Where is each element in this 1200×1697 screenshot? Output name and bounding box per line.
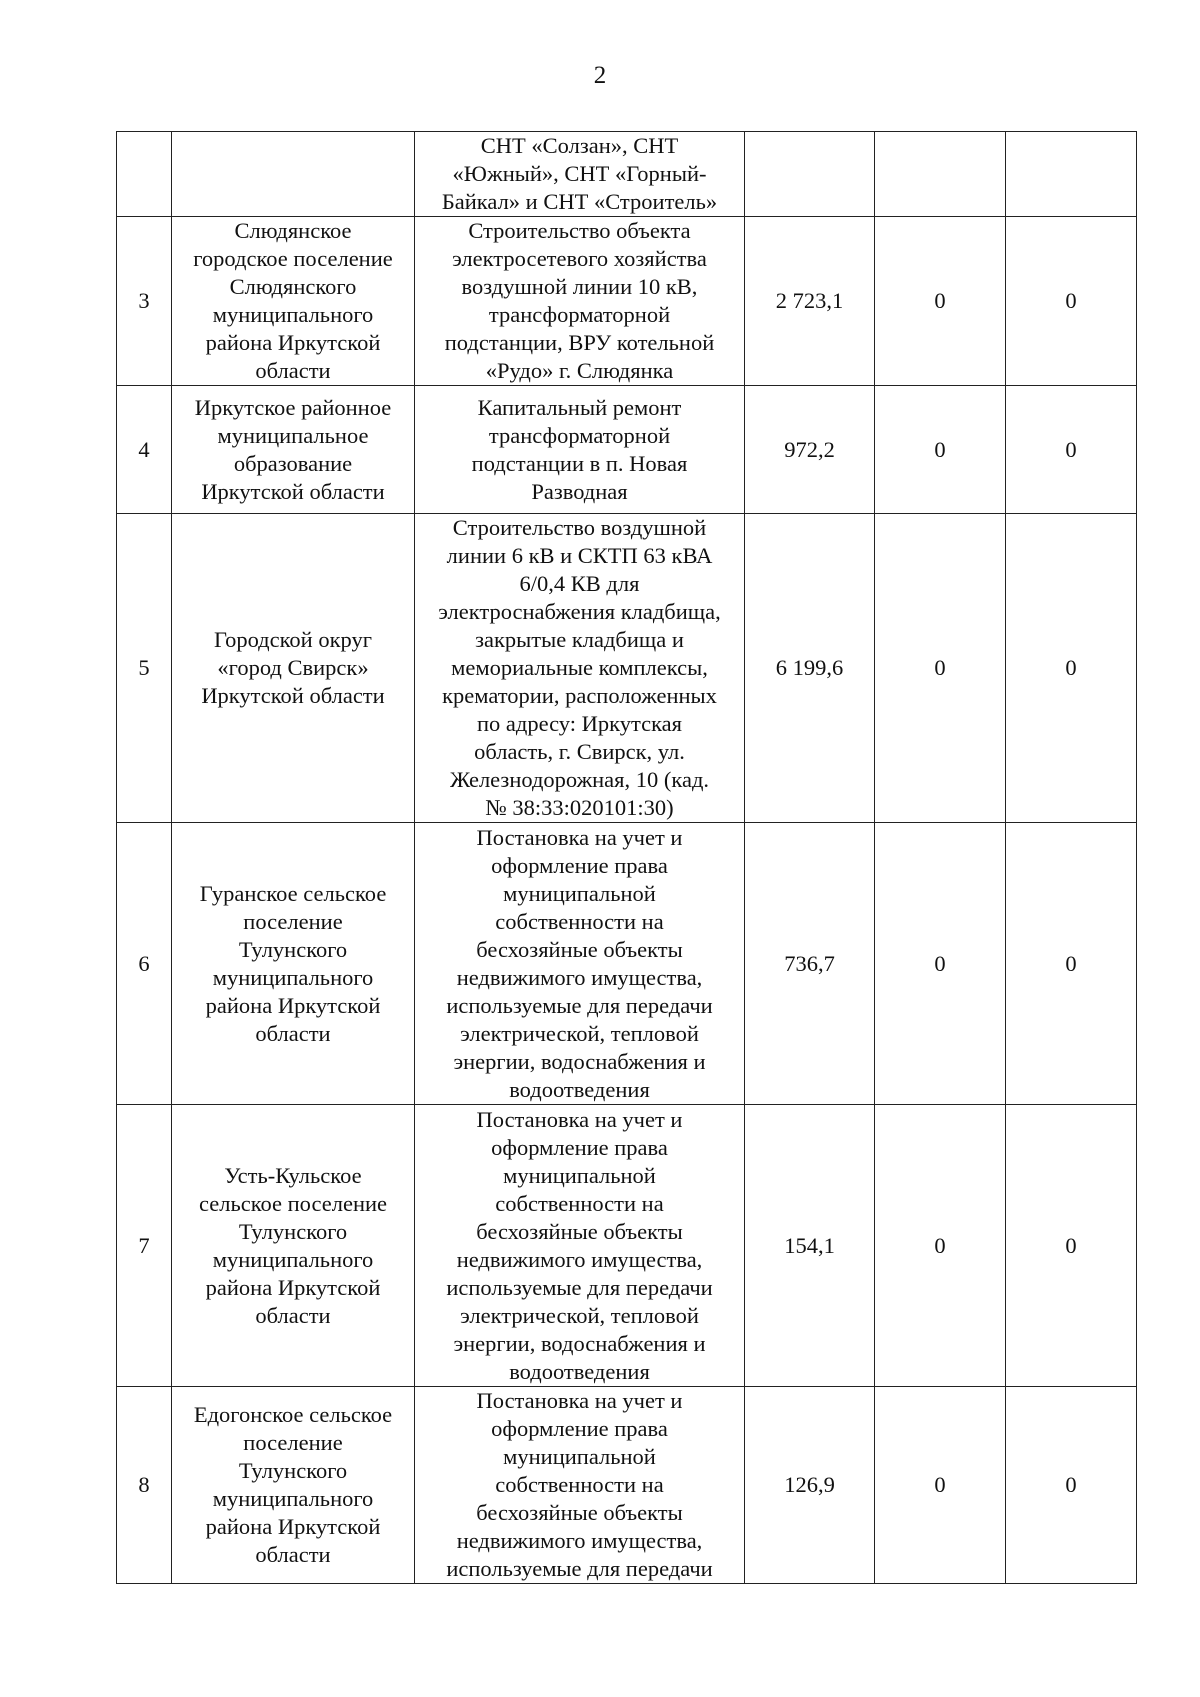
cell-text-line: поселение [243, 908, 343, 934]
cell-text-line: муниципального [212, 302, 374, 327]
row-number-cell: 8 [117, 1387, 172, 1584]
cell-text-line: используемые для передачи [446, 1274, 713, 1300]
cell-text-line: бесхозяйные объекты [476, 936, 683, 962]
cell-text-line: оформление права [491, 1416, 668, 1441]
value-cell-2: 0 [875, 1387, 1006, 1584]
cell-text-line: недвижимого имущества, [456, 964, 703, 990]
cell-text-line: городское поселение [193, 246, 393, 271]
object-cell [415, 823, 745, 1105]
cell-text-line: Усть-Кульское [224, 1162, 362, 1188]
cell-text-line: энергии, водоснабжения и [453, 1330, 706, 1356]
cell-text-line: по адресу: Иркутская [476, 711, 683, 736]
cell-text-line: СНТ «Солзан», СНТ [480, 133, 679, 158]
cell-text-line: поселение [243, 1430, 343, 1455]
value-cell-3: 0 [1006, 514, 1137, 823]
cell-text-line: муниципальной [503, 1444, 656, 1469]
municipality-cell [172, 823, 415, 1105]
cell-text-line: собственности на [495, 1190, 664, 1216]
cell-text-line: муниципального [212, 1246, 374, 1272]
cell-text-line: 6/0,4 КВ для [519, 571, 640, 596]
table-row [117, 132, 1137, 217]
cell-text-line: оформление права [491, 1134, 668, 1160]
cell-text-line: Иркутской области [201, 683, 385, 708]
cell-text-line: Строительство воздушной [452, 515, 707, 540]
value-cell-3: 0 [1006, 823, 1137, 1105]
table-row [117, 386, 1137, 514]
cell-text-line: Иркутской области [201, 478, 385, 504]
cell-text-line: крематории, расположенных [442, 683, 717, 708]
cell-text-line: Строительство объекта [468, 218, 691, 243]
value-cell-2: 0 [875, 823, 1006, 1105]
table-body [117, 132, 1137, 1584]
object-cell [415, 1387, 745, 1584]
cell-text-line: водоотведения [509, 1358, 650, 1384]
cell-text-line: собственности на [495, 908, 664, 934]
cell-text-line: трансформаторной [488, 422, 671, 448]
cell-text-line: Тулунского [238, 1218, 348, 1244]
municipality-cell [172, 1105, 415, 1387]
row-number-cell: 3 [117, 217, 172, 386]
municipality-cell [172, 514, 415, 823]
cell-text-line: недвижимого имущества, [456, 1246, 703, 1272]
cell-text-line: Слюдянское [234, 218, 352, 243]
cell-text-line: района Иркутской [205, 992, 381, 1018]
cell-text-line: мемориальные комплексы, [451, 655, 708, 680]
cell-text-line: Едогонское сельское [193, 1402, 393, 1427]
cell-text-line: области [255, 358, 331, 383]
cell-text-line: воздушной линии 10 кВ, [461, 274, 698, 299]
subsidy-table [116, 131, 1137, 1584]
cell-text-line: Байкал» и СНТ «Строитель» [441, 189, 718, 214]
cell-text-line: «город Свирск» [217, 655, 369, 680]
value-cell-2: 0 [875, 217, 1006, 386]
amount-cell: 2 723,1 [745, 217, 875, 386]
value-cell-2: 0 [875, 514, 1006, 823]
cell-text-line: муниципальной [503, 1162, 656, 1188]
row-number-cell: 7 [117, 1105, 172, 1387]
amount-cell: 126,9 [745, 1387, 875, 1584]
cell-text-line: собственности на [495, 1472, 664, 1497]
page-number: 2 [593, 62, 607, 89]
municipality-cell [172, 217, 415, 386]
cell-text-line: района Иркутской [205, 1274, 381, 1300]
value-cell-3: 0 [1006, 1387, 1137, 1584]
cell-text-line: Слюдянского [229, 274, 357, 299]
cell-text-line: электросетевого хозяйства [452, 246, 707, 271]
table-row [117, 1105, 1137, 1387]
amount-cell: 972,2 [745, 386, 875, 514]
cell-text-line: оформление права [491, 852, 668, 878]
value-cell-2: 0 [875, 386, 1006, 514]
cell-text-line: муниципального [212, 964, 374, 990]
cell-text-line: Железнодорожная, 10 (кад. [449, 767, 710, 792]
cell-text-line: область, г. Свирск, ул. [474, 739, 685, 764]
cell-text-line: Тулунского [238, 1458, 348, 1483]
cell-text-line: закрытые кладбища и [475, 627, 684, 652]
cell-text-line: Постановка на учет и [476, 824, 683, 850]
value-cell-3: 0 [1006, 1105, 1137, 1387]
row-number-cell [117, 132, 172, 217]
cell-text-line: трансформаторной [488, 302, 671, 327]
cell-text-line: Городской округ [214, 627, 372, 652]
cell-text-line: № 38:33:020101:30) [485, 795, 674, 820]
object-cell [415, 1105, 745, 1387]
table-row [117, 823, 1137, 1105]
cell-text-line: недвижимого имущества, [456, 1528, 703, 1553]
cell-text-line: муниципальной [503, 880, 656, 906]
municipality-cell [172, 386, 415, 514]
cell-text-line: области [255, 1020, 331, 1046]
cell-text-line: «Рудо» г. Слюдянка [485, 358, 674, 383]
cell-text-line: образование [233, 450, 353, 476]
cell-text-line: электроснабжения кладбища, [438, 599, 721, 624]
cell-text-line: района Иркутской [205, 330, 381, 355]
cell-text-line: «Южный», СНТ «Горный- [452, 161, 707, 186]
cell-text-line: используемые для передачи [446, 1556, 713, 1581]
object-cell [415, 386, 745, 514]
table-row [117, 217, 1137, 386]
row-number-cell: 6 [117, 823, 172, 1105]
cell-text-line: района Иркутской [205, 1514, 381, 1539]
value-cell-3: 0 [1006, 217, 1137, 386]
amount-cell [745, 132, 875, 217]
cell-text-line: Постановка на учет и [476, 1106, 683, 1132]
cell-text-line: Капитальный ремонт [477, 394, 682, 420]
value-cell-2 [875, 132, 1006, 217]
cell-text-line: энергии, водоснабжения и [453, 1048, 706, 1074]
cell-text-line: линии 6 кВ и СКТП 63 кВА [446, 543, 713, 568]
cell-text-line: используемые для передачи [446, 992, 713, 1018]
value-cell-2: 0 [875, 1105, 1006, 1387]
municipality-cell [172, 132, 415, 217]
table-row [117, 514, 1137, 823]
amount-cell: 6 199,6 [745, 514, 875, 823]
cell-text-line: подстанции в п. Новая [471, 450, 688, 476]
cell-text-line: Тулунского [238, 936, 348, 962]
cell-text-line: области [255, 1302, 331, 1328]
cell-text-line: муниципальное [217, 422, 369, 448]
amount-cell: 736,7 [745, 823, 875, 1105]
value-cell-3: 0 [1006, 386, 1137, 514]
cell-text-line: сельское поселение [198, 1190, 388, 1216]
cell-text-line: Разводная [531, 478, 628, 504]
cell-text-line: подстанции, ВРУ котельной [444, 330, 715, 355]
cell-text-line: области [255, 1542, 331, 1567]
cell-text-line: бесхозяйные объекты [476, 1500, 683, 1525]
object-cell [415, 514, 745, 823]
object-cell [415, 217, 745, 386]
cell-text-line: электрической, тепловой [460, 1020, 699, 1046]
cell-text-line: Иркутское районное [194, 394, 392, 420]
object-cell [415, 132, 745, 217]
cell-text-line: водоотведения [509, 1076, 650, 1102]
row-number-cell: 5 [117, 514, 172, 823]
cell-text-line: Гуранское сельское [199, 880, 387, 906]
cell-text-line: Постановка на учет и [476, 1388, 683, 1413]
row-number-cell: 4 [117, 386, 172, 514]
cell-text-line: муниципального [212, 1486, 374, 1511]
municipality-cell [172, 1387, 415, 1584]
value-cell-3 [1006, 132, 1137, 217]
cell-text-line: бесхозяйные объекты [476, 1218, 683, 1244]
cell-text-line: электрической, тепловой [460, 1302, 699, 1328]
table-row [117, 1387, 1137, 1584]
amount-cell: 154,1 [745, 1105, 875, 1387]
